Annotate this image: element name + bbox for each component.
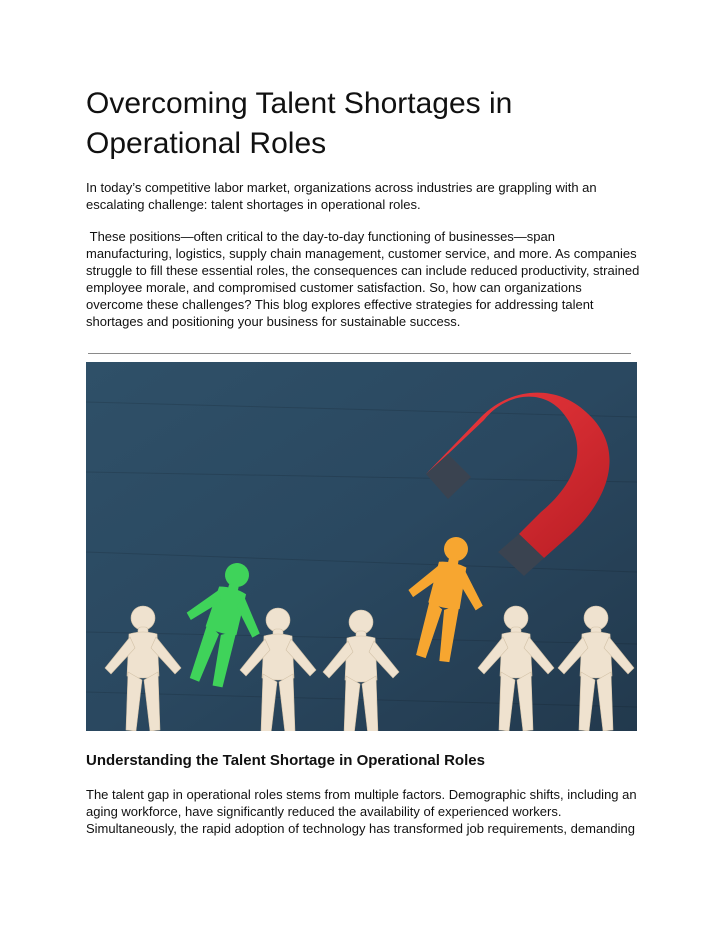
section-paragraph: The talent gap in operational roles stems from multiple factors. Demographic shifts, including an aging workforce, have significantly reduced the availability of experienced workers. Simultaneously, the rapid adoption of technology has transformed job requirements, demanding	[86, 787, 637, 836]
intro-paragraph: In today’s competitive labor market, organizations across industries are grappling with an escalating challenge: talent shortages in operational roles.	[86, 180, 597, 212]
article-title: Overcoming Talent Shortages in Operational Roles	[86, 87, 513, 160]
article-photo	[86, 362, 637, 731]
horizontal-divider	[88, 353, 631, 354]
section-heading: Understanding the Talent Shortage in Operational Roles	[86, 752, 485, 769]
body-paragraph: These positions—often critical to the day-to-day functioning of businesses—span manufacturing, logistics, supply chain management, customer service, and more. As companies struggle to fill these essential roles, the consequences can include reduced productivity, strained employee morale, and compromised customer satisfaction. So, how can organizations overcome these challenges? This blog explores effective strategies for addressing talent shortages and positioning your business for sustainable success.	[86, 229, 643, 329]
